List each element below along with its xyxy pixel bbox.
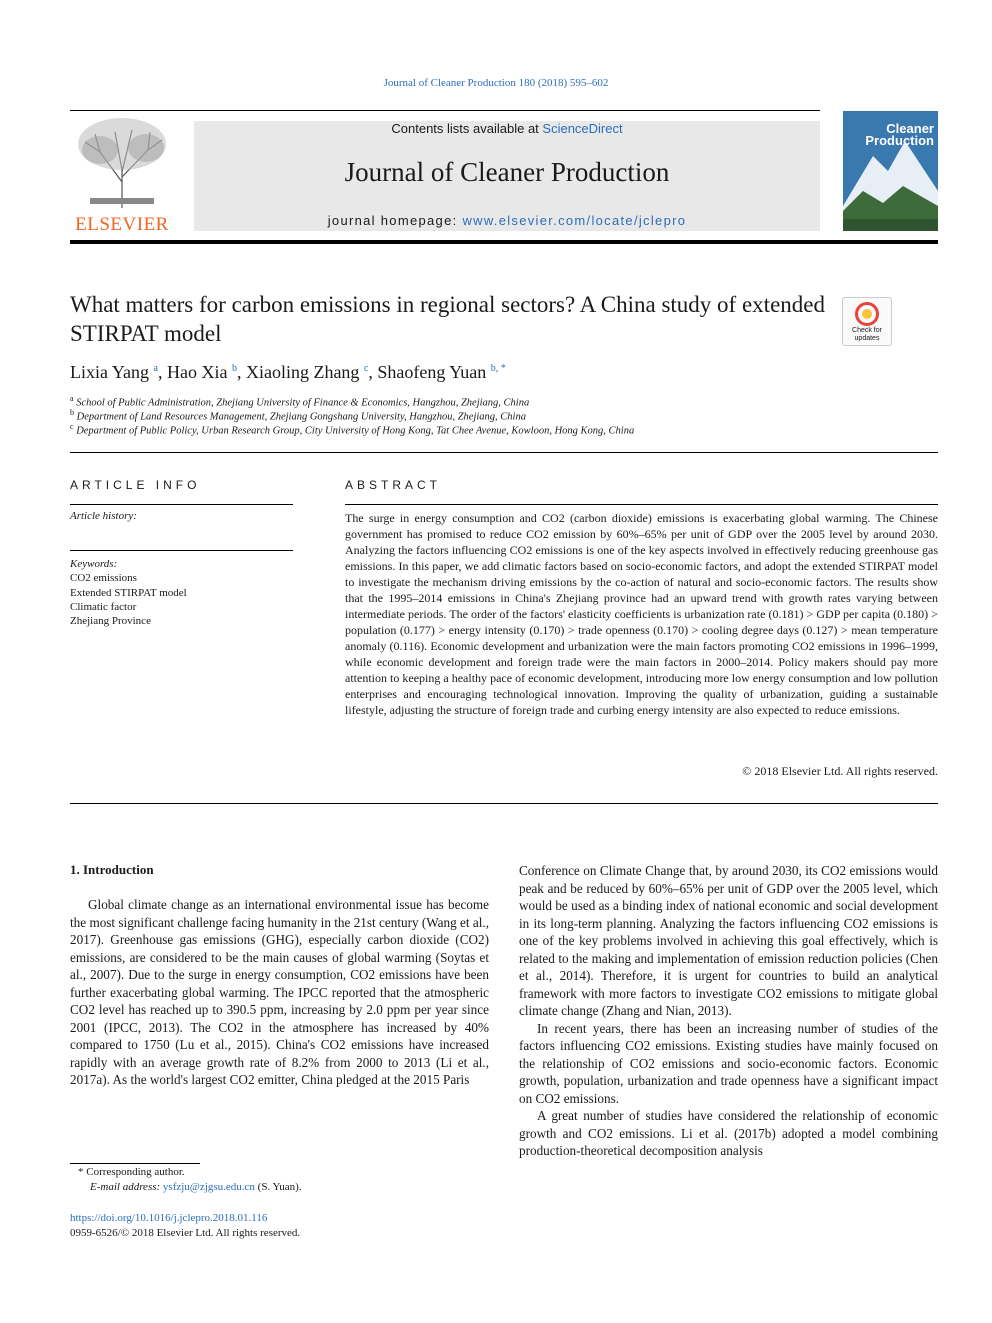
- abstract-heading: ABSTRACT: [345, 478, 442, 492]
- author-name[interactable]: Shaofeng Yuan: [377, 362, 487, 382]
- author-name[interactable]: Hao Xia: [166, 362, 228, 382]
- author-name[interactable]: Xiaoling Zhang: [245, 362, 360, 382]
- abstract-rule: [345, 504, 938, 505]
- homepage-line: [194, 213, 820, 228]
- email-label: E-mail address:: [90, 1181, 163, 1193]
- journal-name: Journal of Cleaner Production: [344, 157, 670, 187]
- email-footnote: [90, 1181, 302, 1193]
- affil-text: School of Public Administration, Zhejiang University of Finance & Economics, Hangzhou, Zhejiang, China: [76, 397, 530, 409]
- info-rule: [70, 504, 293, 505]
- keywords-block: [70, 557, 293, 628]
- body-paragraph: Conference on Climate Change that, by around 2030, its CO2 emissions would peak and be reduced by 60%–65% per unit of GDP over the 2005 level, which would be used as a binding index of national economic and social development in its long-term planning. Analyzing the factors influencing CO2 emissions is one of the key problems involved in achieving this goal effectively, which is related to the making and implementation of emission reduction policies (Chen et al., 2014). Therefore, it is urgent for countries to build an analytical framework with more factors to investigate CO2 emissions to mitigate global climate change (Zhang and Nian, 2013).: [519, 863, 938, 1018]
- author-list: Lixia Yang $^a$, Hao Xia $^b$, Xiaoling Zhang $^c$, Shaofeng Yuan $^{b, *}$: [70, 362, 506, 382]
- article-history-label: Article history:: [70, 510, 137, 522]
- check-updates-icon-center: [862, 309, 872, 319]
- body-paragraph: A great number of studies have considered the relationship of economic growth and CO2 emissions. Li et al. (2017b) adopted a model combining production-theoretical decomposition analysis: [519, 1108, 938, 1158]
- author-affil-sup[interactable]: c: [363, 363, 369, 374]
- check-for-updates-badge[interactable]: [842, 297, 892, 346]
- contents-prefix: Contents lists available at: [391, 121, 543, 136]
- body-column-right: [519, 862, 938, 1160]
- header-rule: [70, 110, 820, 111]
- affil-sup: c: [70, 422, 74, 431]
- header-thick-rule: [70, 240, 938, 244]
- section-rule: [70, 803, 938, 804]
- author-affil-sup[interactable]: b: [231, 363, 237, 374]
- journal-cover-image[interactable]: [843, 111, 938, 231]
- journal-citation[interactable]: Journal of Cleaner Production 180 (2018) 595–602: [383, 77, 609, 89]
- article-title: What matters for carbon emissions in regional sectors? A China study of extended STIRPAT model: [70, 292, 825, 346]
- affil-text: Department of Public Policy, Urban Research Group, City University of Hong Kong, Tat Chee Avenue, Kowloon, Hong Kong, China: [76, 425, 635, 437]
- affil-sup: b: [70, 408, 74, 417]
- homepage-link[interactable]: www.elsevier.com/locate/jclepro: [462, 213, 687, 228]
- contents-line: [194, 121, 820, 136]
- keyword-item: CO2 emissions: [70, 572, 137, 585]
- abstract-copyright: © 2018 Elsevier Ltd. All rights reserved.: [742, 764, 938, 778]
- issn-line: 0959-6526/© 2018 Elsevier Ltd. All rights reserved.: [70, 1227, 301, 1239]
- affiliation: [70, 394, 529, 409]
- affiliation: [70, 422, 634, 437]
- section-rule: [70, 452, 938, 453]
- affil-sup: a: [70, 394, 74, 403]
- keywords-label: Keywords:: [70, 558, 118, 570]
- check-updates-label: Check for updates: [852, 327, 882, 342]
- homepage-prefix: journal homepage:: [327, 213, 463, 228]
- cover-title: Cleaner Production: [865, 121, 934, 148]
- affiliation: [70, 408, 526, 423]
- email-suffix: (S. Yuan).: [254, 1181, 302, 1193]
- author-affil-sup[interactable]: a: [153, 363, 158, 374]
- body-column-left: [70, 896, 489, 1089]
- keyword-item: Extended STIRPAT model: [70, 586, 187, 599]
- footnote-rule: [70, 1163, 200, 1164]
- article-info-heading: ARTICLE INFO: [70, 478, 201, 492]
- sciencedirect-link[interactable]: ScienceDirect: [542, 121, 623, 136]
- author-name[interactable]: Lixia Yang: [70, 362, 150, 382]
- corresponding-author-note: * Corresponding author.: [78, 1166, 185, 1178]
- info-rule: [70, 550, 293, 551]
- keyword-item: Climatic factor: [70, 600, 137, 613]
- author-affil-sup[interactable]: b, *: [490, 363, 506, 374]
- tree-icon: [70, 112, 174, 212]
- elsevier-wordmark: ELSEVIER: [75, 214, 169, 235]
- doi-link[interactable]: https://doi.org/10.1016/j.jclepro.2018.01.116: [70, 1212, 268, 1224]
- keyword-item: Zhejiang Province: [70, 615, 151, 628]
- email-link[interactable]: ysfzju@zjgsu.edu.cn: [162, 1181, 255, 1193]
- check-updates-icon: [855, 302, 879, 326]
- intro-heading: 1. Introduction: [70, 862, 154, 877]
- affil-text: Department of Land Resources Management, Zhejiang Gongshang University, Hangzhou, Zhejiang, China: [76, 411, 526, 423]
- abstract-text: The surge in energy consumption and CO2 (carbon dioxide) emissions is exacerbating global warming. The Chinese government has promised to reduce CO2 emission by 60%–65% per unit of GDP over the 2005 level by around 2030. Analyzing the factors influencing CO2 emissions is one of the key aspects involved in effectively reducing greenhouse gas emissions. In this paper, we add climatic factors based on socio-economic factors, and adopt the extended STIRPAT model to investigate the mechanism driving emissions by the co-action of natural and socio-economic factors. The results show that the 1995–2014 emissions in China's Zhejiang province had an upward trend with growth rates varying between intermediate periods. The order of the factors' elasticity coefficients is urbanization rate (0.181) > GDP per capita (0.180) > population (0.177) > energy intensity (0.170) > trade openness (0.170) > cooling degree days (0.127) > mean temperature anomaly (0.116). Economic development and urbanization were the main factors promoting CO2 emissions in 1996–1999, while economic development and foreign trade were the main factors in 2000–2014. Policy makers should pay more attention to keeping a healthy pace of economic development, introducing more low energy consumption and low pollution enterprises and encouraging technological innovation. Improving the quality of urbanization, guiding a sustainable lifestyle, adjusting the structure of foreign trade and curbing energy intensity are also expected to reduce emissions.: [345, 511, 938, 717]
- body-paragraph: In recent years, there has been an increasing number of studies of the factors influencing CO2 emissions. Existing studies have mainly focused on the relationship of CO2 emissions and socio-economic factors. Economic growth, population, urbanization and trade openness have a significant impact on CO2 emissions.: [519, 1020, 938, 1106]
- body-paragraph: Global climate change as an international environmental issue has become the most significant challenge facing humanity in the 21st century (Wang et al., 2017). Greenhouse gas emissions (GHG), especially carbon dioxide (CO2) emissions, are considered to be the main causes of global warming (Soytas et al., 2007). Due to the surge in energy consumption, CO2 emissions have been further exacerbating global warming. The IPCC reported that the atmospheric CO2 level has reached up to 390.5 ppm, increasing by 2.0 ppm per year since 2001 (IPCC, 2013). The CO2 in the atmosphere has increased by 40% compared to 1750 (Lu et al., 2015). China's CO2 emissions have increased rapidly with an average growth rate of 8.2% from 2000 to 2013 (Li et al., 2017a). As the world's largest CO2 emitter, China pledged at the 2015 Paris: [70, 897, 489, 1087]
